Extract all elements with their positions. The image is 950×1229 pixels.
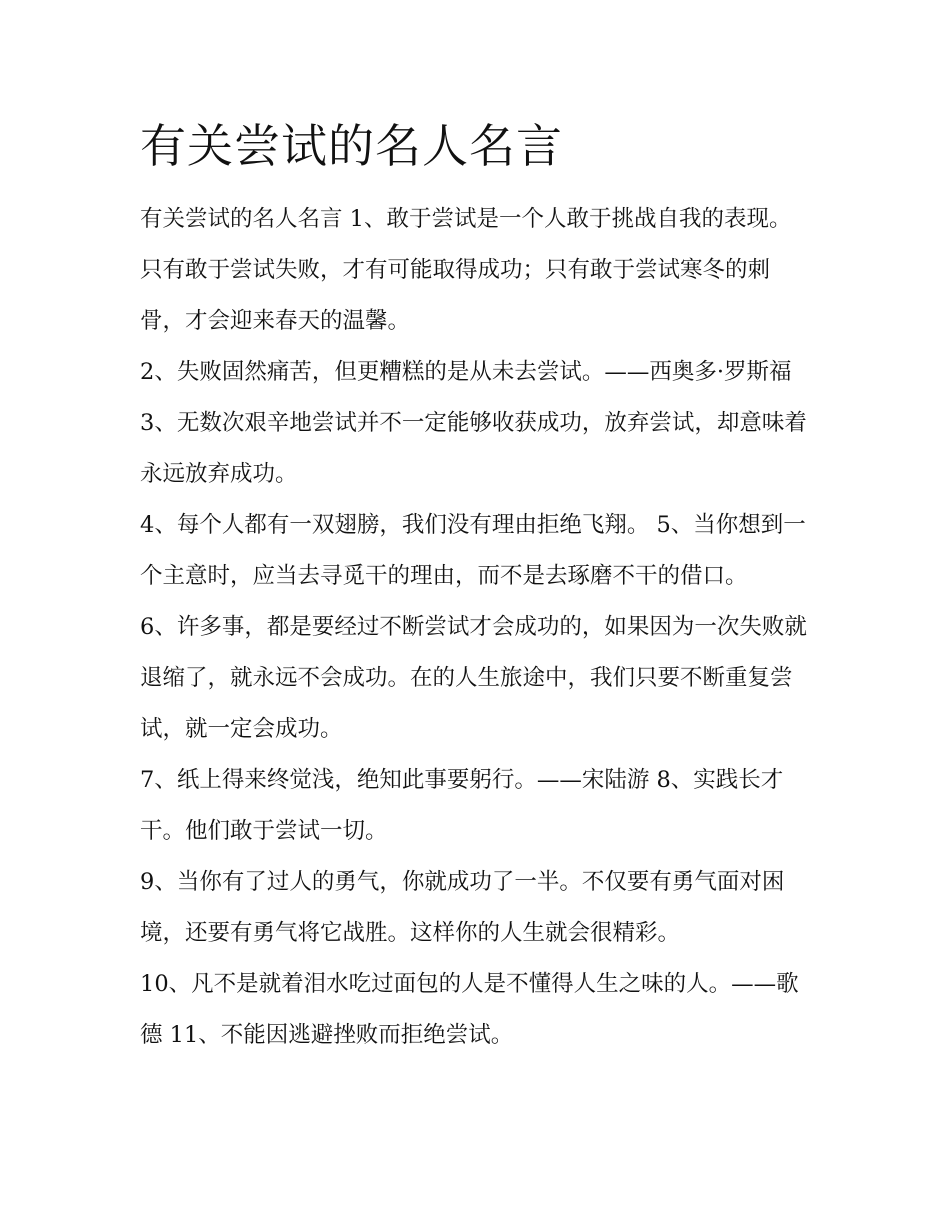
paragraph-6: 9、当你有了过人的勇气，你就成功了一半。不仅要有勇气面对困境，还要有勇气将它战胜。这样你的人生就会很精彩。	[140, 869, 785, 946]
paragraph-7: 10、凡不是就着泪水吃过面包的人是不懂得人生之味的人。——歌德 11、不能因逃避挫败而拒绝尝试。	[140, 971, 799, 1048]
paragraph-5: 7、纸上得来终觉浅，绝知此事要躬行。——宋陆游 8、实践长才干。他们敢于尝试一切。	[140, 767, 784, 844]
paragraph-3: 4、每个人都有一双翅膀，我们没有理由拒绝飞翔。 5、当你想到一个主意时，应当去寻觅干的理由，而不是去琢磨不干的借口。	[140, 512, 806, 589]
paragraph-4: 6、许多事，都是要经过不断尝试才会成功的，如果因为一次失败就退缩了，就永远不会成功。在的人生旅途中，我们只要不断重复尝试，就一定会成功。	[140, 614, 807, 742]
document-title: 有关尝试的名人名言	[140, 119, 563, 173]
paragraph-1: 有关尝试的名人名言 1、敢于尝试是一个人敢于挑战自我的表现。只有敢于尝试失败，才有可能取得成功；只有敢于尝试寒冬的刺骨，才会迎来春天的温馨。	[140, 206, 792, 334]
document-body	[140, 194, 812, 1061]
paragraph-2: 2、失败固然痛苦，但更糟糕的是从未去尝试。——西奥多·罗斯福 3、无数次艰辛地尝试并不一定能够收获成功，放弃尝试，却意味着永远放弃成功。	[140, 359, 807, 487]
document-page	[140, 112, 812, 1061]
